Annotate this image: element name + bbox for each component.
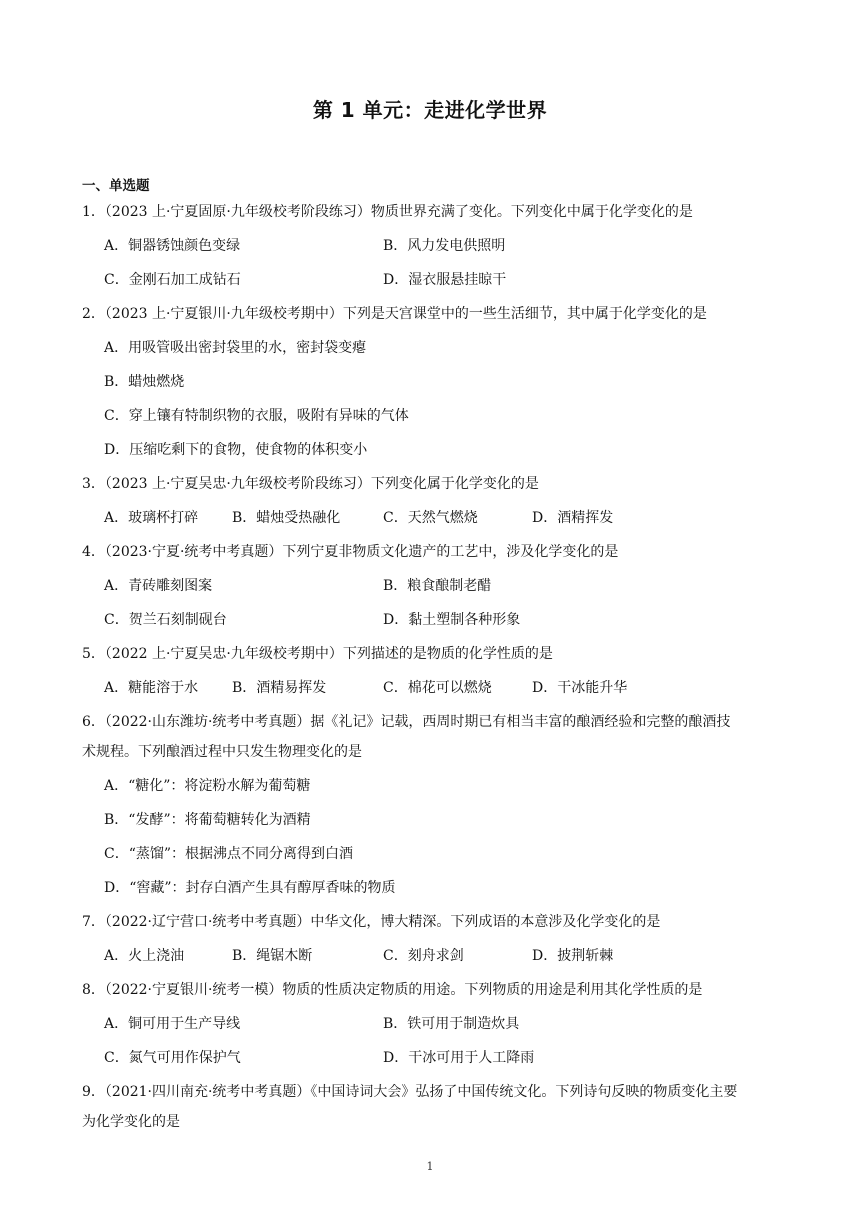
question-5-option-d: D．干冰能升华 bbox=[532, 680, 628, 696]
question-4-option-d: D．黏土塑制各种形象 bbox=[383, 612, 521, 628]
question-5-option-b: B．酒精易挥发 bbox=[232, 680, 327, 696]
question-9-stem: 9．（2021·四川南充·统考中考真题）《中国诗词大会》弘扬了中国传统文化。下列诗句反映的物质变化主要 bbox=[82, 1084, 738, 1100]
question-2-option-d: D．压缩吃剩下的食物，使食物的体积变小 bbox=[104, 442, 368, 458]
question-3-option-d: D．酒精挥发 bbox=[532, 510, 614, 526]
question-8-option-b: B．铁可用于制造炊具 bbox=[383, 1016, 520, 1032]
question-4-option-c: C．贺兰石刻制砚台 bbox=[104, 612, 227, 628]
question-7-stem: 7．（2022·辽宁营口·统考中考真题）中华文化，博大精深。下列成语的本意涉及化学变化的是 bbox=[82, 914, 661, 930]
question-9-stem-continued: 为化学变化的是 bbox=[82, 1114, 180, 1130]
question-7-option-b: B．绳锯木断 bbox=[232, 948, 313, 964]
question-2-stem: 2．（2023 上·宁夏银川·九年级校考期中）下列是天宫课堂中的一些生活细节，其中属于化学变化的是 bbox=[82, 306, 707, 322]
question-4-stem: 4．（2023·宁夏·统考中考真题）下列宁夏非物质文化遗产的工艺中，涉及化学变化的是 bbox=[82, 544, 619, 560]
question-8-stem: 8．（2022·宁夏银川·统考一模）物质的性质决定物质的用途。下列物质的用途是利用其化学性质的是 bbox=[82, 982, 703, 998]
question-1-option-a: A．铜器锈蚀颜色变绿 bbox=[104, 238, 241, 254]
question-8-option-a: A．铜可用于生产导线 bbox=[104, 1016, 241, 1032]
section-heading: 一、单选题 bbox=[82, 178, 150, 194]
question-6-stem-continued: 术规程。下列酿酒过程中只发生物理变化的是 bbox=[82, 744, 362, 760]
page-title: 第 1 单元：走进化学世界 bbox=[312, 98, 548, 122]
question-1-option-d: D．湿衣服悬挂晾干 bbox=[383, 272, 507, 288]
question-8-option-d: D．干冰可用于人工降雨 bbox=[383, 1050, 535, 1066]
question-7-option-d: D．披荆斩棘 bbox=[532, 948, 614, 964]
question-4-option-a: A．青砖雕刻图案 bbox=[104, 578, 213, 594]
question-2-option-c: C．穿上镶有特制织物的衣服，吸附有异味的气体 bbox=[104, 408, 409, 424]
question-1-option-c: C．金刚石加工成钻石 bbox=[104, 272, 241, 288]
question-2-option-b: B．蜡烛燃烧 bbox=[104, 374, 185, 390]
question-6-stem: 6．（2022·山东潍坊·统考中考真题）据《礼记》记载，西周时期已有相当丰富的酿酒经验和完整的酿酒技 bbox=[82, 714, 731, 730]
question-3-option-b: B．蜡烛受热融化 bbox=[232, 510, 341, 526]
question-8-option-c: C．氮气可用作保护气 bbox=[104, 1050, 241, 1066]
question-6-option-a: A．“糖化”：将淀粉水解为葡萄糖 bbox=[104, 778, 311, 794]
question-4-option-b: B．粮食酿制老醋 bbox=[383, 578, 492, 594]
question-5-option-c: C．棉花可以燃烧 bbox=[383, 680, 492, 696]
question-2-option-a: A．用吸管吸出密封袋里的水，密封袋变瘪 bbox=[104, 340, 367, 356]
question-6-option-d: D．“窖藏”：封存白酒产生具有醇厚香味的物质 bbox=[104, 880, 396, 896]
question-7-option-c: C．刻舟求剑 bbox=[383, 948, 464, 964]
question-5-option-a: A．糖能溶于水 bbox=[104, 680, 199, 696]
question-1-stem: 1．（2023 上·宁夏固原·九年级校考阶段练习）物质世界充满了变化。下列变化中属于化学变化的是 bbox=[82, 204, 693, 220]
question-3-option-a: A．玻璃杯打碎 bbox=[104, 510, 199, 526]
question-1-option-b: B．风力发电供照明 bbox=[383, 238, 506, 254]
question-7-option-a: A．火上浇油 bbox=[104, 948, 185, 964]
question-6-option-b: B．“发酵”：将葡萄糖转化为酒精 bbox=[104, 812, 311, 828]
question-3-stem: 3．（2023 上·宁夏吴忠·九年级校考阶段练习）下列变化属于化学变化的是 bbox=[82, 476, 539, 492]
question-6-option-c: C．“蒸馏”：根据沸点不同分离得到白酒 bbox=[104, 846, 354, 862]
question-5-stem: 5．（2022 上·宁夏吴忠·九年级校考期中）下列描述的是物质的化学性质的是 bbox=[82, 646, 553, 662]
question-3-option-c: C．天然气燃烧 bbox=[383, 510, 478, 526]
page-number: 1 bbox=[426, 1160, 434, 1173]
